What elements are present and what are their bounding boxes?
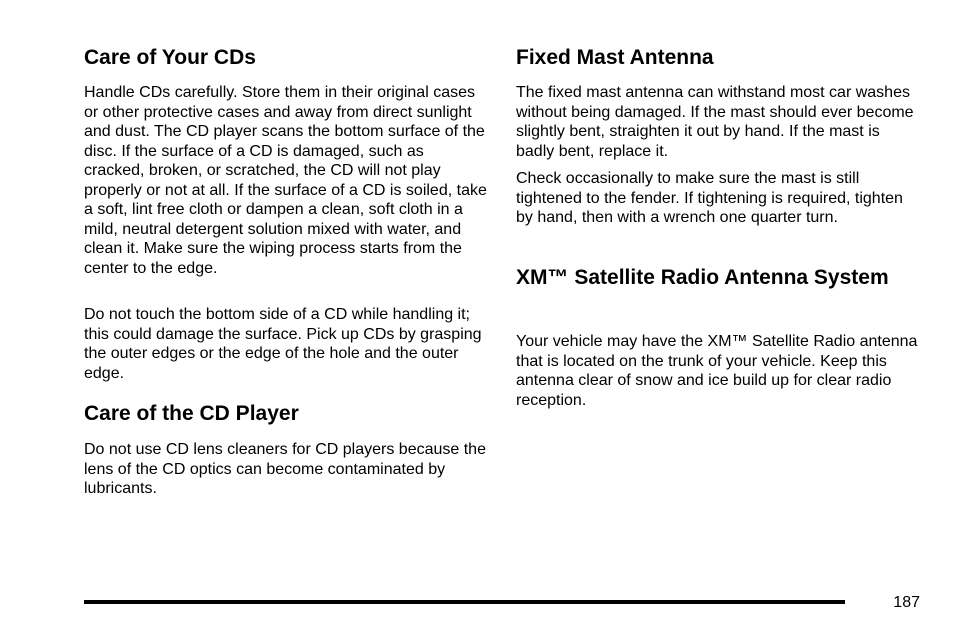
page-number: 187 [893, 594, 920, 611]
paragraph-mast-tightening: Check occasionally to make sure the mast is still tightened to the fender. If tightening is required, tighten by hand, then with a wrench one quarter turn. [516, 170, 903, 226]
heading-care-of-the-cd-player: Care of the CD Player [84, 402, 299, 425]
paragraph-cd-handling: Handle CDs carefully. Store them in their original cases or other protective cases and away from direct sunlight and dust. The CD player scans the bottom surface of the disc. If the surface of a CD is damaged, such as cracked, broken, or scratched, the CD will not play properly or not at all. If the surface of a CD is soiled, take a soft, lint free cloth or dampen a clean, soft cloth in a mild, neutral detergent solution mixed with water, and clean it. Make sure the wiping process starts from the center to the edge. [84, 84, 487, 277]
heading-xm-satellite-radio-antenna: XM™ Satellite Radio Antenna System [516, 266, 889, 289]
paragraph-xm-antenna: Your vehicle may have the XM™ Satellite Radio antenna that is located on the trunk of your vehicle. Keep this antenna clear of snow and ice build up for clear radio reception. [516, 333, 918, 409]
footer-rule [84, 600, 845, 604]
heading-care-of-your-cds: Care of Your CDs [84, 46, 256, 69]
heading-fixed-mast-antenna: Fixed Mast Antenna [516, 46, 714, 69]
paragraph-mast-car-washes: The fixed mast antenna can withstand most car washes without being damaged. If the mast should ever become slightly bent, straighten it out by hand. If the mast is badly bent, replace it. [516, 84, 914, 160]
paragraph-cd-touching: Do not touch the bottom side of a CD while handling it; this could damage the surface. Pick up CDs by grasping the outer edges or the edge of the hole and the outer edge. [84, 306, 482, 382]
paragraph-cd-player-care: Do not use CD lens cleaners for CD players because the lens of the CD optics can become contaminated by lubricants. [84, 441, 486, 497]
